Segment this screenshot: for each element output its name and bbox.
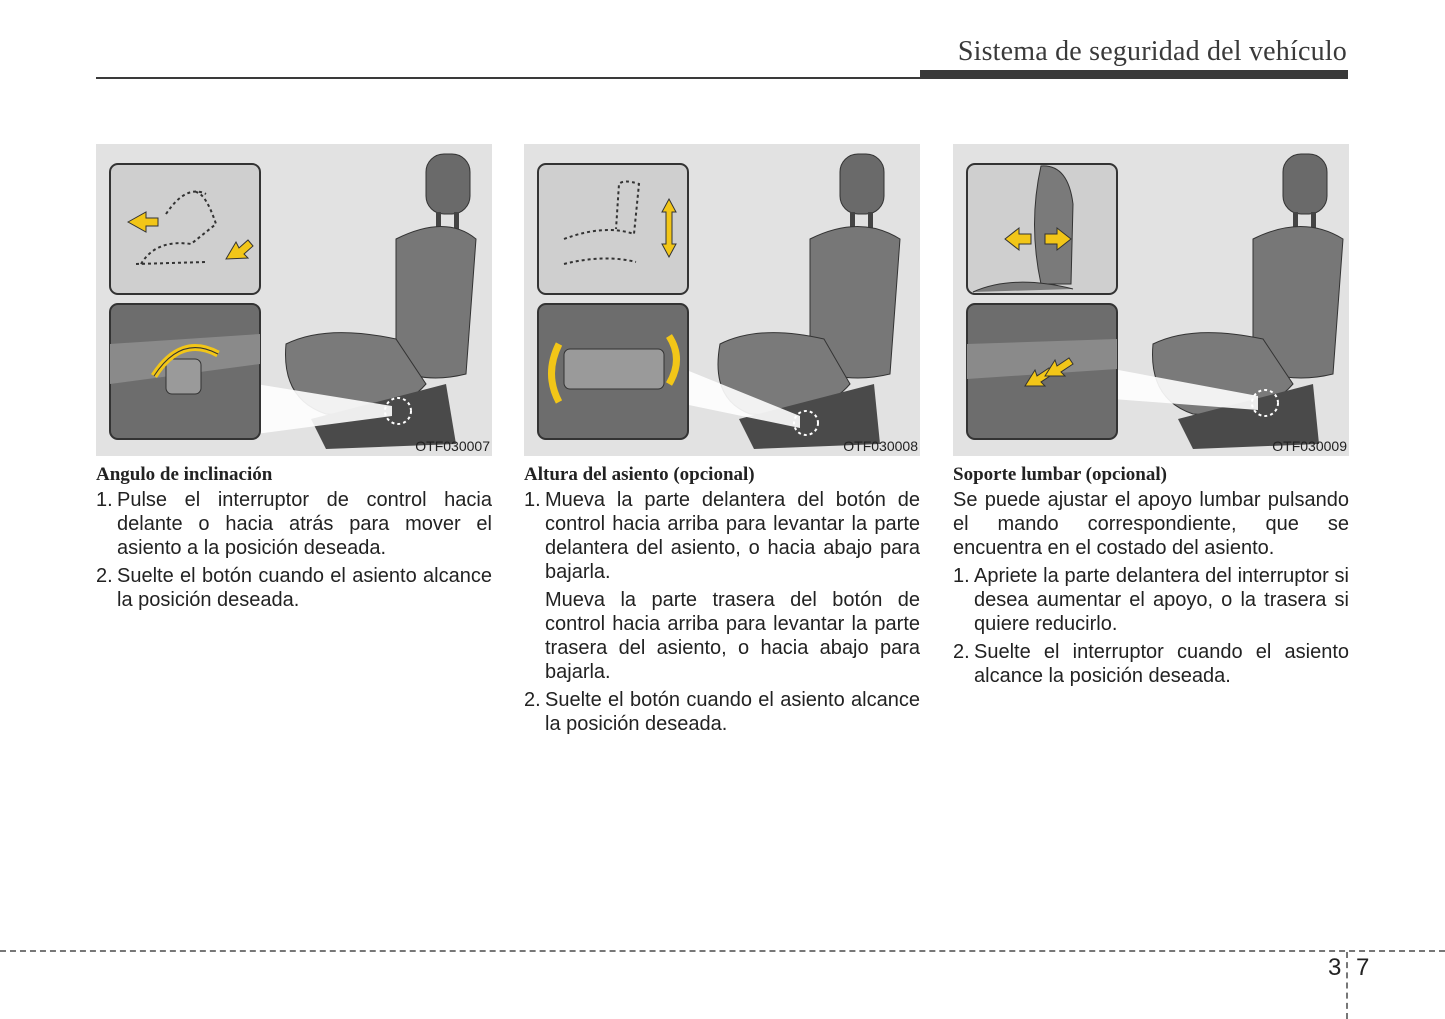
figure-code: OTF030008 [843, 438, 918, 454]
intro-paragraph: Se puede ajustar el apoyo lumbar pulsando el mando correspondiente, que se encuentra en el costado del asiento. [953, 489, 1349, 559]
page-header-title: Sistema de seguridad del vehículo [957, 36, 1347, 67]
section-height [524, 144, 920, 740]
figure-lumbar [953, 144, 1349, 456]
item-text: Suelte el botón cuando el asiento alcance la posición deseada. [545, 689, 920, 735]
item-number: 2. [524, 689, 541, 711]
figure-code: OTF030009 [1272, 438, 1347, 454]
list-item [524, 688, 920, 736]
figure-height [524, 144, 920, 456]
section-heading: Angulo de inclinación [96, 464, 273, 485]
item-text: Apriete la parte delantera del interruptor si desea aumentar el apoyo, o la trasera si quiere reducirlo. [974, 565, 1349, 635]
header-bar [920, 70, 1348, 79]
recline-illustration [96, 144, 492, 456]
page-number: 7 [1356, 954, 1370, 981]
figure-code: OTF030007 [415, 438, 490, 454]
list-item [96, 488, 492, 560]
list-item [96, 564, 492, 612]
item-number: 2. [953, 641, 970, 663]
footer-rule [0, 950, 1445, 952]
section-lumbar [953, 144, 1349, 692]
section-heading: Soporte lumbar (opcional) [953, 464, 1167, 485]
item-number: 1. [96, 489, 113, 511]
height-illustration [524, 144, 920, 456]
sub-paragraph: Mueva la parte trasera del botón de control hacia arriba para levantar la parte trasera del asiento, o hacia abajo para bajarla. [545, 589, 920, 683]
section-recline [96, 144, 492, 616]
section-heading: Altura del asiento (opcional) [524, 464, 755, 485]
list-item [524, 488, 920, 584]
list-item [953, 640, 1349, 688]
item-number: 2. [96, 565, 113, 587]
header-rule [96, 77, 921, 79]
list-item [953, 564, 1349, 636]
lumbar-illustration [953, 144, 1349, 456]
figure-recline [96, 144, 492, 456]
inset-recline-diagram [110, 164, 260, 294]
item-text: Suelte el interruptor cuando el asiento alcance la posición deseada. [974, 641, 1349, 687]
footer-divider [1346, 952, 1348, 1019]
item-text: Mueva la parte delantera del botón de control hacia arriba para levantar la parte delantera del asiento, o hacia abajo para bajarla. [545, 489, 920, 583]
chapter-number: 3 [1328, 954, 1342, 981]
item-text: Pulse el interruptor de control hacia delante o hacia atrás para mover el asiento a la posición deseada. [117, 489, 492, 559]
item-number: 1. [524, 489, 541, 511]
item-text: Suelte el botón cuando el asiento alcance la posición deseada. [117, 565, 492, 611]
item-number: 1. [953, 565, 970, 587]
